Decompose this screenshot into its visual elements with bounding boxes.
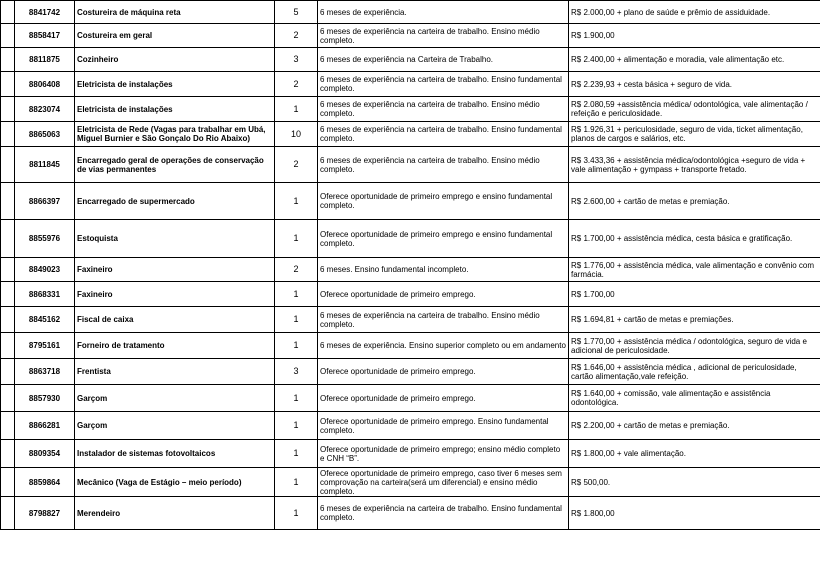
table-row <box>1 147 820 183</box>
job-title: Fiscal de caixa <box>75 307 275 333</box>
job-salary: R$ 1.800,00 + vale alimentação. <box>569 440 820 468</box>
job-vacancies: 2 <box>275 147 318 183</box>
job-requirements: 6 meses de experiência. Ensino superior completo ou em andamento <box>318 333 569 359</box>
table-row <box>1 497 820 530</box>
job-code: 8845162 <box>15 307 75 333</box>
job-openings-body <box>1 1 820 530</box>
job-title: Faxineiro <box>75 258 275 282</box>
row-margin-cell <box>1 307 15 333</box>
row-margin-cell <box>1 183 15 220</box>
job-code: 8811845 <box>15 147 75 183</box>
job-title: Mecânico (Vaga de Estágio – meio período) <box>75 468 275 497</box>
job-salary: R$ 2.080,59 +assistência médica/ odontológica, vale alimentação / refeição e periculosidade. <box>569 97 820 122</box>
job-requirements: 6 meses de experiência na carteira de trabalho. Ensino médio completo. <box>318 24 569 48</box>
table-row <box>1 440 820 468</box>
job-salary: R$ 1.700,00 <box>569 282 820 307</box>
row-margin-cell <box>1 1 15 24</box>
row-margin-cell <box>1 97 15 122</box>
job-salary: R$ 1.694,81 + cartão de metas e premiações. <box>569 307 820 333</box>
job-title: Encarregado de supermercado <box>75 183 275 220</box>
job-code: 8855976 <box>15 220 75 258</box>
job-code: 8858417 <box>15 24 75 48</box>
table-row <box>1 72 820 97</box>
job-salary: R$ 1.770,00 + assistência médica / odontológica, seguro de vida e adicional de periculosidade. <box>569 333 820 359</box>
row-margin-cell <box>1 147 15 183</box>
row-margin-cell <box>1 72 15 97</box>
job-salary: R$ 2.400,00 + alimentação e moradia, vale alimentação etc. <box>569 48 820 72</box>
job-code: 8841742 <box>15 1 75 24</box>
job-code: 8809354 <box>15 440 75 468</box>
row-margin-cell <box>1 24 15 48</box>
job-requirements: 6 meses de experiência na carteira de trabalho. Ensino fundamental completo. <box>318 72 569 97</box>
job-code: 8806408 <box>15 72 75 97</box>
job-salary: R$ 500,00. <box>569 468 820 497</box>
job-requirements: Oferece oportunidade de primeiro emprego. <box>318 385 569 412</box>
job-salary: R$ 1.776,00 + assistência médica, vale alimentação e convênio com farmácia. <box>569 258 820 282</box>
job-title: Eletricista de Rede (Vagas para trabalhar em Ubá, Miguel Burnier e São Gonçalo Do Rio Abaixo) <box>75 122 275 147</box>
row-margin-cell <box>1 48 15 72</box>
job-title: Costureira em geral <box>75 24 275 48</box>
job-vacancies: 1 <box>275 385 318 412</box>
job-requirements: 6 meses de experiência. <box>318 1 569 24</box>
job-salary: R$ 1.800,00 <box>569 497 820 530</box>
job-requirements: Oferece oportunidade de primeiro emprego. Ensino fundamental completo. <box>318 412 569 440</box>
job-salary: R$ 1.640,00 + comissão, vale alimentação e assistência odontológica. <box>569 385 820 412</box>
job-title: Garçom <box>75 412 275 440</box>
job-code: 8863718 <box>15 359 75 385</box>
job-requirements: Oferece oportunidade de primeiro emprego; ensino médio completo e CNH “B”. <box>318 440 569 468</box>
job-code: 8795161 <box>15 333 75 359</box>
row-margin-cell <box>1 333 15 359</box>
row-margin-cell <box>1 385 15 412</box>
job-vacancies: 1 <box>275 282 318 307</box>
job-requirements: 6 meses de experiência na carteira de trabalho. Ensino fundamental completo. <box>318 497 569 530</box>
row-margin-cell <box>1 359 15 385</box>
job-vacancies: 1 <box>275 497 318 530</box>
table-row <box>1 412 820 440</box>
job-requirements: 6 meses. Ensino fundamental incompleto. <box>318 258 569 282</box>
job-vacancies: 1 <box>275 183 318 220</box>
job-title: Instalador de sistemas fotovoltaicos <box>75 440 275 468</box>
job-title: Estoquista <box>75 220 275 258</box>
job-requirements: Oferece oportunidade de primeiro emprego. <box>318 282 569 307</box>
job-vacancies: 10 <box>275 122 318 147</box>
table-row <box>1 122 820 147</box>
job-requirements: 6 meses de experiência na carteira de trabalho. Ensino médio completo. <box>318 307 569 333</box>
table-row <box>1 307 820 333</box>
job-vacancies: 1 <box>275 412 318 440</box>
job-vacancies: 2 <box>275 72 318 97</box>
job-vacancies: 1 <box>275 307 318 333</box>
job-title: Forneiro de tratamento <box>75 333 275 359</box>
table-row <box>1 468 820 497</box>
job-code: 8868331 <box>15 282 75 307</box>
job-title: Eletricista de instalações <box>75 97 275 122</box>
table-row <box>1 385 820 412</box>
row-margin-cell <box>1 122 15 147</box>
job-requirements: 6 meses de experiência na carteira de trabalho. Ensino médio completo. <box>318 97 569 122</box>
job-salary: R$ 1.900,00 <box>569 24 820 48</box>
job-vacancies: 3 <box>275 359 318 385</box>
job-code: 8865063 <box>15 122 75 147</box>
job-vacancies: 1 <box>275 97 318 122</box>
job-title: Faxineiro <box>75 282 275 307</box>
job-requirements: Oferece oportunidade de primeiro emprego e ensino fundamental completo. <box>318 220 569 258</box>
job-requirements: 6 meses de experiência na carteira de trabalho. Ensino fundamental completo. <box>318 122 569 147</box>
job-salary: R$ 2.600,00 + cartão de metas e premiação. <box>569 183 820 220</box>
table-row <box>1 1 820 24</box>
table-row <box>1 258 820 282</box>
job-title: Frentista <box>75 359 275 385</box>
job-code: 8823074 <box>15 97 75 122</box>
table-row <box>1 220 820 258</box>
job-salary: R$ 1.700,00 + assistência médica, cesta básica e gratificação. <box>569 220 820 258</box>
job-code: 8849023 <box>15 258 75 282</box>
job-title: Costureira de máquina reta <box>75 1 275 24</box>
job-code: 8859864 <box>15 468 75 497</box>
job-title: Eletricista de instalações <box>75 72 275 97</box>
row-margin-cell <box>1 468 15 497</box>
job-title: Cozinheiro <box>75 48 275 72</box>
job-vacancies: 1 <box>275 468 318 497</box>
table-row <box>1 97 820 122</box>
job-title: Encarregado geral de operações de conservação de vias permanentes <box>75 147 275 183</box>
job-salary: R$ 2.000,00 + plano de saúde e prêmio de assiduidade. <box>569 1 820 24</box>
job-vacancies: 2 <box>275 258 318 282</box>
job-vacancies: 5 <box>275 1 318 24</box>
job-code: 8811875 <box>15 48 75 72</box>
job-requirements: 6 meses de experiência na carteira de trabalho. Ensino médio completo. <box>318 147 569 183</box>
row-margin-cell <box>1 440 15 468</box>
job-salary: R$ 3.433,36 + assistência médica/odontológica +seguro de vida + vale alimentação + gympass + transporte fretado. <box>569 147 820 183</box>
row-margin-cell <box>1 412 15 440</box>
job-title: Garçom <box>75 385 275 412</box>
job-requirements: Oferece oportunidade de primeiro emprego e ensino fundamental completo. <box>318 183 569 220</box>
job-vacancies: 1 <box>275 220 318 258</box>
job-code: 8866281 <box>15 412 75 440</box>
job-code: 8798827 <box>15 497 75 530</box>
job-requirements: 6 meses de experiência na Carteira de Trabalho. <box>318 48 569 72</box>
table-row <box>1 333 820 359</box>
table-row <box>1 359 820 385</box>
job-requirements: Oferece oportunidade de primeiro emprego, caso tiver 6 meses sem comprovação na carteira(será um diferencial) e ensino médio completo. <box>318 468 569 497</box>
row-margin-cell <box>1 282 15 307</box>
table-row <box>1 282 820 307</box>
job-vacancies: 3 <box>275 48 318 72</box>
table-row <box>1 183 820 220</box>
job-title: Merendeiro <box>75 497 275 530</box>
job-vacancies: 2 <box>275 24 318 48</box>
job-code: 8866397 <box>15 183 75 220</box>
job-vacancies: 1 <box>275 440 318 468</box>
job-salary: R$ 2.239,93 + cesta básica + seguro de vida. <box>569 72 820 97</box>
table-row <box>1 24 820 48</box>
row-margin-cell <box>1 497 15 530</box>
job-salary: R$ 1.646,00 + assistência médica , adicional de periculosidade, cartão alimentação,vale refeição. <box>569 359 820 385</box>
table-row <box>1 48 820 72</box>
row-margin-cell <box>1 258 15 282</box>
job-salary: R$ 2.200,00 + cartão de metas e premiação. <box>569 412 820 440</box>
row-margin-cell <box>1 220 15 258</box>
job-code: 8857930 <box>15 385 75 412</box>
job-vacancies: 1 <box>275 333 318 359</box>
job-salary: R$ 1.926,31 + periculosidade, seguro de vida, ticket alimentação, planos de cargos e salários, etc. <box>569 122 820 147</box>
job-requirements: Oferece oportunidade de primeiro emprego. <box>318 359 569 385</box>
